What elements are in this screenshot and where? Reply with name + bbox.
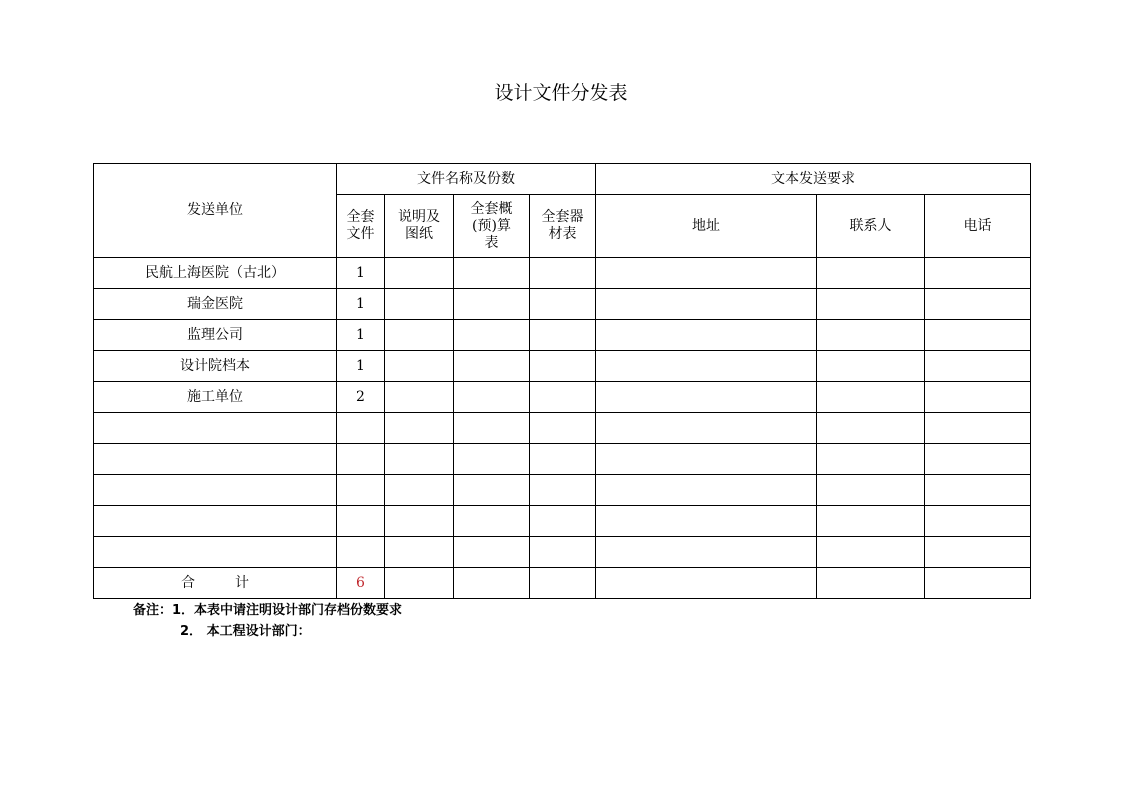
header-spec-drawings: 说明及 图纸 [385, 195, 454, 258]
empty-row [94, 537, 1031, 568]
table-row [94, 382, 1031, 413]
header-phone: 电话 [925, 195, 1031, 258]
full-docs-cell: 1 [337, 289, 385, 320]
table-row [94, 258, 1031, 289]
full-docs-cell: 1 [337, 258, 385, 289]
table-row [94, 289, 1031, 320]
full-docs-cell: 1 [337, 351, 385, 382]
header-unit: 发送单位 [94, 164, 337, 258]
table-row [94, 351, 1031, 382]
distribution-table [93, 163, 1031, 599]
page-title: 设计文件分发表 [494, 82, 628, 104]
full-docs-cell: 1 [337, 320, 385, 351]
header-equipment: 全套器 材表 [530, 195, 596, 258]
total-full-docs: 6 [337, 568, 385, 599]
note-line-2: 2． 本工程设计部门： [180, 624, 311, 639]
unit-cell: 监理公司 [94, 320, 337, 351]
header-estimate: 全套概 (预)算 表 [454, 195, 530, 258]
table-row [94, 320, 1031, 351]
header-full-docs: 全套 文件 [337, 195, 385, 258]
header-req-group: 文本发送要求 [596, 164, 1031, 195]
unit-cell: 设计院档本 [94, 351, 337, 382]
full-docs-cell: 2 [337, 382, 385, 413]
empty-row [94, 444, 1031, 475]
total-row [94, 568, 1031, 599]
header-address: 地址 [596, 195, 817, 258]
empty-row [94, 506, 1031, 537]
unit-cell: 瑞金医院 [94, 289, 337, 320]
unit-cell: 施工单位 [94, 382, 337, 413]
note-line-1: 备注：1．本表中请注明设计部门存档份数要求 [133, 603, 403, 618]
empty-row [94, 413, 1031, 444]
total-label: 合 计 [94, 568, 337, 599]
header-contact: 联系人 [817, 195, 925, 258]
unit-cell: 民航上海医院（古北） [94, 258, 337, 289]
notes [133, 600, 402, 642]
empty-row [94, 475, 1031, 506]
header-doc-group: 文件名称及份数 [337, 164, 596, 195]
